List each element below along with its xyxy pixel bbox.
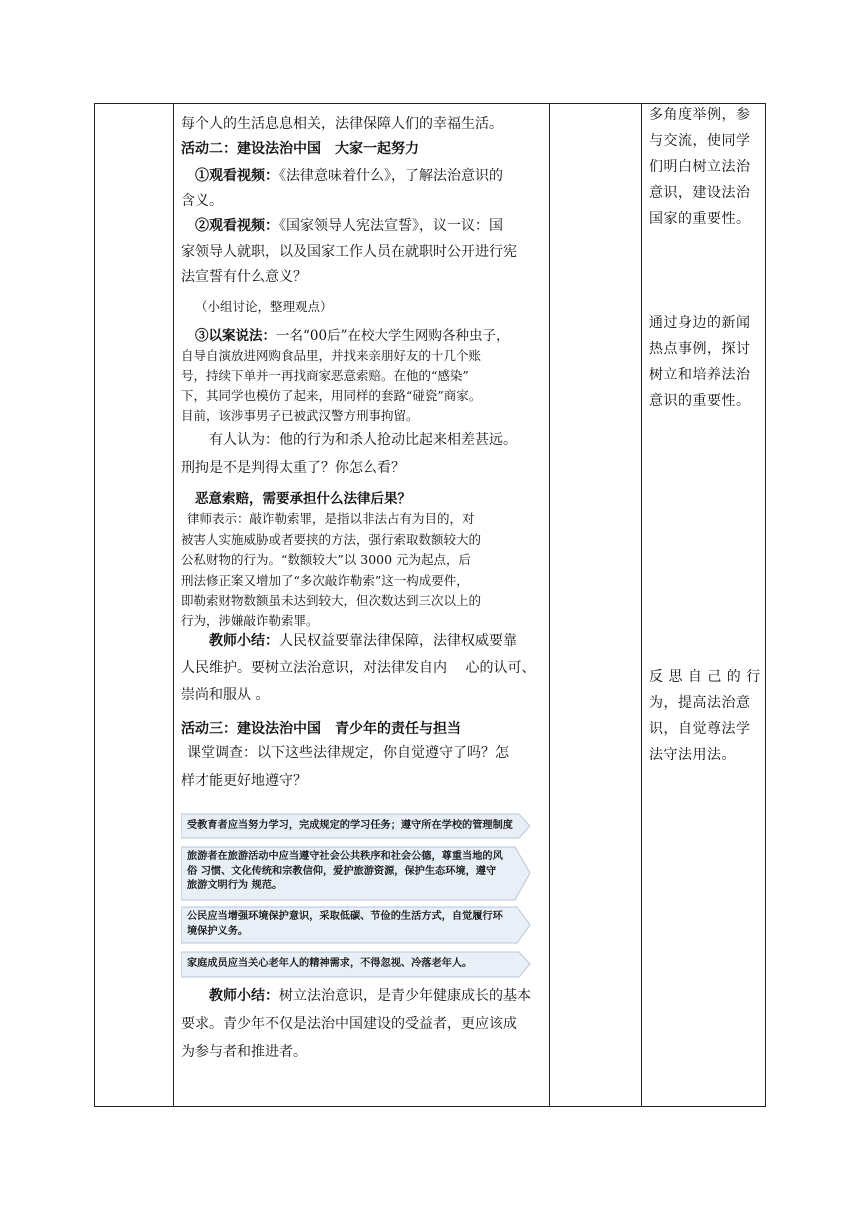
activity3-title: 活动三：建设法治中国 青少年的责任与担当 xyxy=(181,721,461,737)
rule-arrow-1 xyxy=(181,813,531,839)
opinion-line2: 刑拘是不是判得太重了？你怎么看？ xyxy=(181,460,405,476)
video2-line3: 法宣誓有什么意义？ xyxy=(181,269,307,285)
rule-2-text xyxy=(187,850,503,894)
design-intent-2 xyxy=(649,310,761,414)
design-intent-1-line: 国家的重要性。 xyxy=(649,211,751,227)
video2-line xyxy=(195,218,503,234)
rule-2-line1: 旅游者在旅游活动中应当遵守社会公共秩序和社会公德，尊重当地的风 xyxy=(187,851,503,862)
summary1-line3: 崇尚和服从 。 xyxy=(181,687,270,703)
rule-arrow-4 xyxy=(181,951,531,978)
rule-3-text xyxy=(187,910,503,939)
column-divider xyxy=(173,104,174,1106)
design-intent-3 xyxy=(649,664,761,768)
summary2-line xyxy=(209,988,531,1004)
survey-line2: 样才能更好地遵守？ xyxy=(181,773,307,789)
summary1-text: 人民权益要靠法律保障，法律权威要靠 xyxy=(279,633,517,649)
rule-2-line2: 俗 习惯、文化传统和宗教信仰，爱护旅游资源，保护生态环境，遵守 xyxy=(187,865,497,877)
design-intent-2-line: 热点事例，探讨 xyxy=(649,341,751,357)
design-intent-2-line: 意识的重要性。 xyxy=(649,393,751,409)
summary2-line3: 为参与者和推进者。 xyxy=(181,1044,307,1060)
video2-line2: 家领导人就职，以及国家工作人员在就职时公开进行宪 xyxy=(181,244,517,260)
opinion-line1: 有人认为：他的行为和杀人抢动比起来相差甚远。 xyxy=(209,432,517,448)
lesson-table xyxy=(94,103,766,1107)
rule-1-text: 受教育者应当努力学习，完成规定的学习任务；遵守所在学校的管理制度 xyxy=(187,820,513,831)
case-line1 xyxy=(195,328,509,345)
design-intent-3-line: 法守法用法。 xyxy=(649,747,736,763)
design-intent-3-line: 反 思 自 己 的 行 xyxy=(649,669,761,685)
summary1-line xyxy=(209,633,517,649)
video1-label: ①观看视频： xyxy=(195,168,279,184)
design-intent-2-line: 通过身边的新闻 xyxy=(649,315,751,331)
case-line4: 下，其同学也模仿了起来，用同样的套路“碰瓷”商家。 xyxy=(181,388,482,403)
lawyer-line2: 被害人实施威胁或者要挟的方法，强行索取数额较大的 xyxy=(181,532,482,547)
summary1-label: 教师小结： xyxy=(209,633,279,649)
lawyer-line1: 律师表示：敲诈勒索罪，是指以非法占有为目的，对 xyxy=(187,511,475,526)
case-line5: 目前，该涉事男子已被武汉警方刑事拘留。 xyxy=(181,408,419,423)
design-intent-1-line: 们明白树立法治 xyxy=(649,159,751,175)
rule-2-line3: 旅游文明行为 规范。 xyxy=(187,880,283,891)
rule-arrow-2 xyxy=(181,846,531,901)
rule-3-line2: 境保护义务。 xyxy=(187,925,249,937)
design-intent-3-line: 为，提高法治意 xyxy=(649,695,751,711)
lawyer-line6: 行为，涉嫌敲诈勒索罪。 xyxy=(181,613,319,628)
design-intent-2-line: 树立和培养法治 xyxy=(649,367,751,383)
rule-arrow-3 xyxy=(181,906,531,944)
activity2-title: 活动二：建设法治中国 大家一起努力 xyxy=(181,141,419,157)
case-text1: 一名“00后”在校大学生网购各种虫子， xyxy=(276,328,510,344)
lawyer-line5: 即勒索财物数额虽未达到较大，但次数达到三次以上的 xyxy=(181,593,482,608)
survey-line1: 课堂调查：以下这些法律规定，你自觉遵守了吗？怎 xyxy=(187,745,509,761)
column-divider xyxy=(641,104,642,1106)
summary2-label: 教师小结： xyxy=(209,988,279,1004)
design-intent-1-line: 意识，建设法治 xyxy=(649,185,751,201)
intro-line: 每个人的生活息息相关，法律保障人们的幸福生活。 xyxy=(181,116,503,132)
video2-label: ②观看视频： xyxy=(195,218,279,234)
video1-line2: 含义。 xyxy=(181,193,223,209)
summary2-line2: 要求。青少年不仅是法治中国建设的受益者，更应该成 xyxy=(181,1016,517,1032)
design-intent-1 xyxy=(649,102,761,232)
case-line3: 号，持续下单并一再找商家恶意索赔。在他的“感染” xyxy=(181,368,469,383)
group-discussion: （小组讨论，整理观点） xyxy=(195,299,333,314)
case-line2: 自导自演放进网购食品里，并找来亲朋好友的十几个账 xyxy=(181,348,482,363)
design-intent-3-line: 识，自觉尊法学 xyxy=(649,721,751,737)
summary2-text: 树立法治意识，是青少年健康成长的基本 xyxy=(279,988,531,1004)
column-divider xyxy=(549,104,550,1106)
video2-text: 《国家领导人宪法宣誓》，议一议：国 xyxy=(279,218,503,234)
video1-line xyxy=(195,168,503,184)
summary1-line2: 人民维护。要树立法治意识，对法律发自内 心的认可、 xyxy=(181,660,536,676)
lawyer-line3: 公私财物的行为。“数额较大”以 3000 元为起点，后 xyxy=(181,552,472,567)
rule-3-line1: 公民应当增强环境保护意识，采取低碳、节俭的生活方式，自觉履行环 xyxy=(187,911,503,922)
video1-text: 《法律意味着什么》，了解法治意识的 xyxy=(279,168,503,184)
question-line: 恶意索赔，需要承担什么法律后果？ xyxy=(195,491,411,507)
design-intent-1-line: 多角度举例，参 xyxy=(649,107,751,123)
case-label: ③以案说法： xyxy=(195,328,276,344)
design-intent-1-line: 与交流，使同学 xyxy=(649,133,751,149)
rule-4-text: 家庭成员应当关心老年人的精神需求，不得忽视、冷落老年人。 xyxy=(187,958,473,969)
lawyer-line4: 刑法修正案又增加了“多次敲诈勒索”这一构成要件， xyxy=(181,573,469,588)
